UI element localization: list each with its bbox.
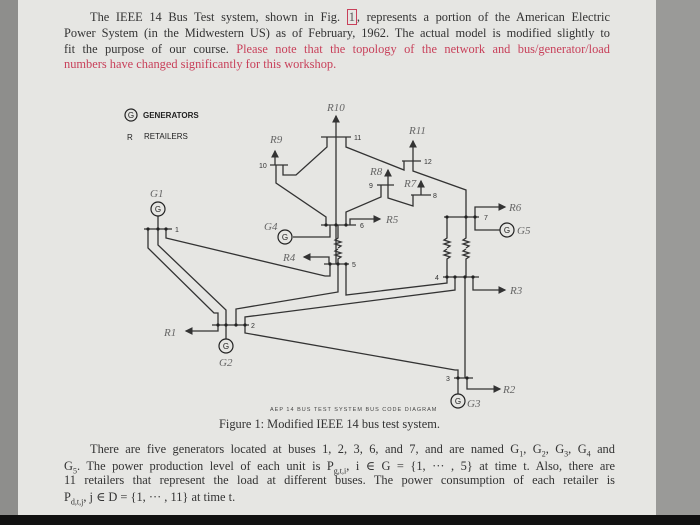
bus-number: 3 <box>446 376 450 383</box>
bus-number: 5 <box>352 262 356 269</box>
text: . The power production level of each unit is P <box>76 459 334 473</box>
subscript: g,t,i <box>333 466 347 476</box>
legend-generators-label: GENERATORS <box>143 111 199 120</box>
retailer-label: R9 <box>270 134 283 146</box>
retailer-label: R10 <box>327 102 345 114</box>
text: , represents a portion of the American Electric <box>356 10 610 24</box>
g-glyph: G <box>281 233 289 242</box>
text: There are five generators located at buses 1, 2, 3, 6, and 7, and are named G <box>90 442 520 456</box>
subscript: 1 <box>519 449 524 459</box>
bus-number: 10 <box>259 163 267 170</box>
subscript: 5 <box>72 466 77 476</box>
retailer-label: R1 <box>164 327 177 339</box>
text: , i ∈ G = {1, ··· , 5} at time t. Also, there are <box>346 459 615 473</box>
intro-line-2: Power System (in the Midwestern US) as of February, 1962. The actual model is modified slightly to <box>64 26 610 40</box>
retailer-label: R2 <box>503 384 516 396</box>
g-glyph: G <box>454 397 462 406</box>
body-line-3: 11 retailers that represent the load at different buses. The power consumption of each retailer is <box>64 473 615 487</box>
retailer-label: R3 <box>510 285 523 297</box>
bus-number: 2 <box>251 323 255 330</box>
generator-label: G5 <box>517 225 531 237</box>
bus-number: 12 <box>424 159 432 166</box>
bus-number: 11 <box>354 135 362 142</box>
diagram-title: AEP 14 BUS TEST SYSTEM BUS CODE DIAGRAM <box>270 407 438 413</box>
text: The IEEE 14 Bus Test system, shown in Fig. <box>90 10 347 24</box>
subscript: 4 <box>586 449 591 459</box>
subscript: 3 <box>564 449 569 459</box>
text: , G <box>523 442 542 456</box>
text: , G <box>568 442 587 456</box>
text: G <box>64 459 73 473</box>
intro-line-4: numbers have changed significantly for this workshop. <box>64 57 337 71</box>
figure-caption: Figure 1: Modified IEEE 14 bus test system. <box>219 417 440 431</box>
retailer-label: R5 <box>386 214 399 226</box>
subscript: d,t,j <box>70 497 84 507</box>
highlight-text: Please note that the topology of the network and bus/generator/load <box>236 42 610 56</box>
bus-number: 4 <box>435 275 439 282</box>
bus-number: 6 <box>360 223 364 230</box>
generator-label: G3 <box>467 398 481 410</box>
bus-number: 9 <box>369 183 373 190</box>
g-glyph: G <box>154 205 162 214</box>
generator-label: G4 <box>264 221 278 233</box>
bus-number: 1 <box>175 227 179 234</box>
legend-retailers-label: RETAILERS <box>144 132 188 141</box>
g-glyph: G <box>503 226 511 235</box>
generator-label: G1 <box>150 188 164 200</box>
retailer-label: R6 <box>509 202 522 214</box>
figure-reference-link[interactable]: 1 <box>348 10 355 24</box>
retailer-label: R11 <box>409 125 426 137</box>
generator-label: G2 <box>219 357 233 369</box>
bus-number: 7 <box>484 215 488 222</box>
text: , G <box>545 442 565 456</box>
text: P <box>64 490 71 504</box>
retailer-label: R8 <box>370 166 383 178</box>
subscript: 2 <box>541 449 546 459</box>
retailer-label: R7 <box>404 178 417 190</box>
g-glyph: G <box>222 342 230 351</box>
body-line-4 <box>64 489 235 506</box>
legend-g-glyph: G <box>127 111 135 120</box>
text: , j ∈ D = {1, ··· , 11} at time t. <box>83 490 236 504</box>
text: fit the purpose of our course. <box>64 42 237 56</box>
body-line-1 <box>90 442 615 458</box>
legend-r-glyph: R <box>127 133 133 142</box>
bus-number: 8 <box>433 193 437 200</box>
retailer-label: R4 <box>283 252 296 264</box>
text: and <box>590 442 615 456</box>
